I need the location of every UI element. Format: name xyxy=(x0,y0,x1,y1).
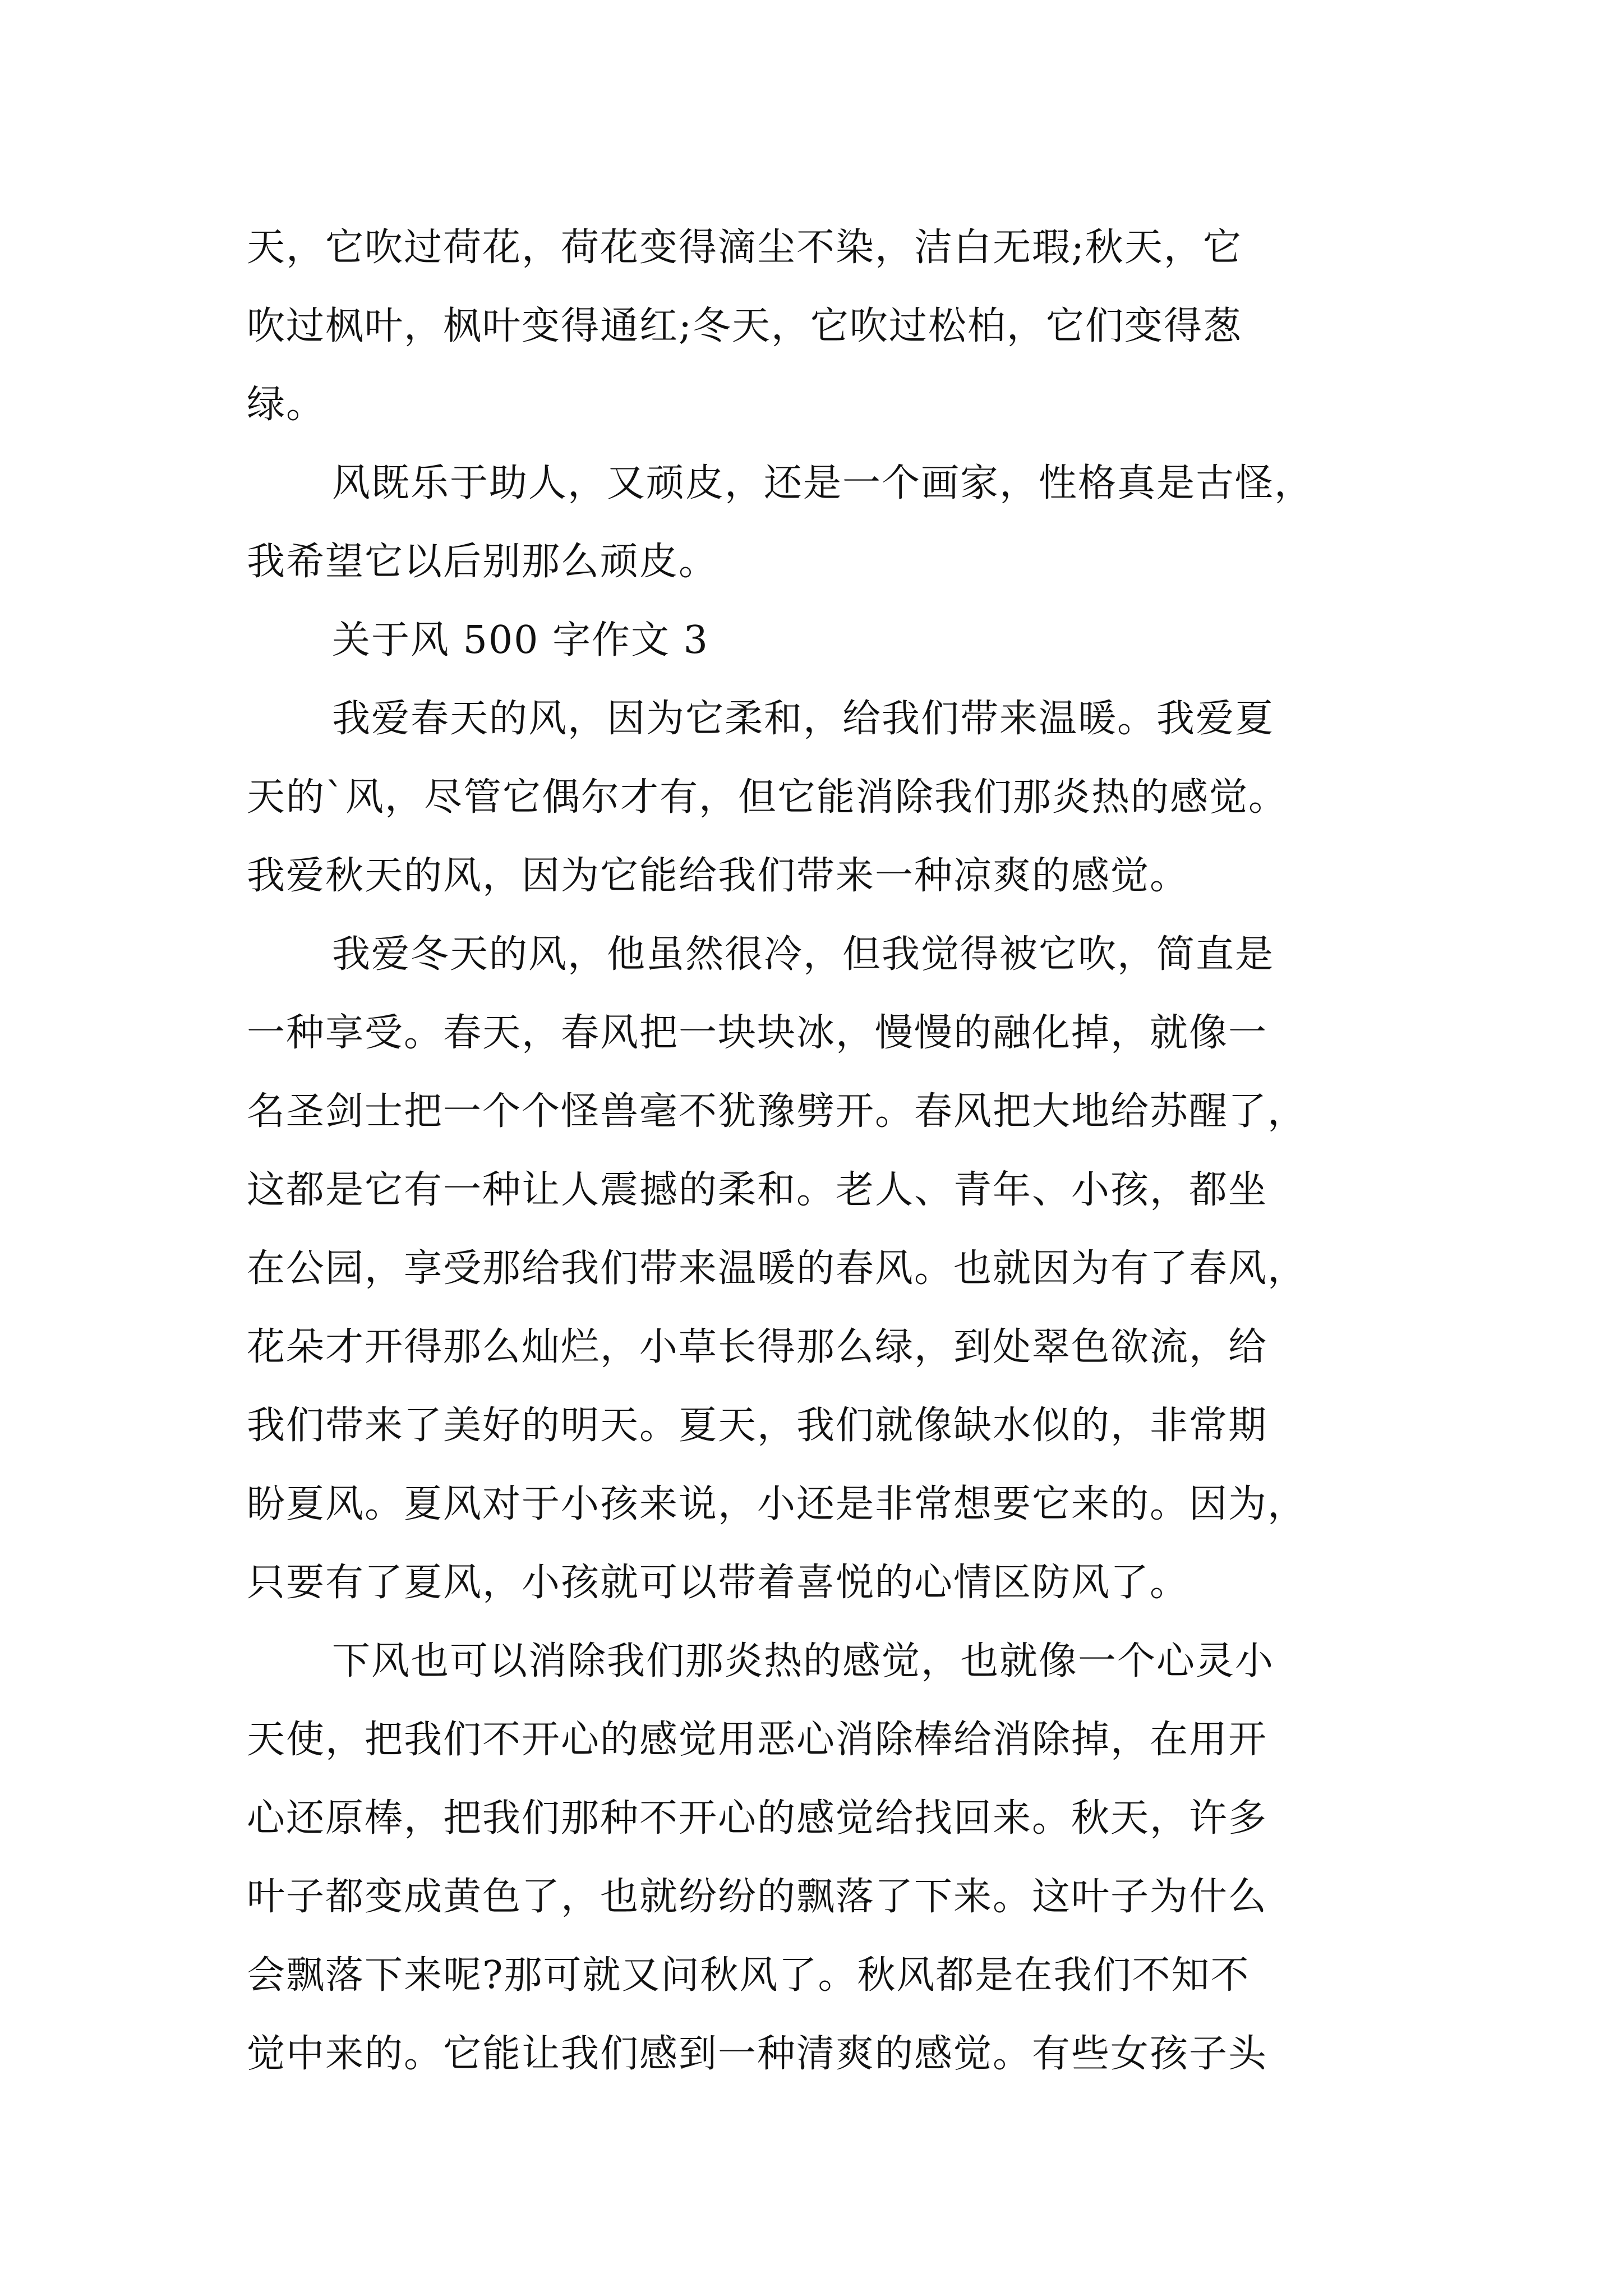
text-line: 天使，把我们不开心的感觉用恶心消除棒给消除掉，在用开 xyxy=(247,1718,1268,1762)
text-line: 我爱春天的风，因为它柔和，给我们带来温暖。我爱夏 xyxy=(332,697,1275,741)
text-line: 盼夏风。夏风对于小孩来说，小还是非常想要它来的。因为， xyxy=(247,1482,1307,1526)
text-line: 会飘落下来呢?那可就又问秋风了。秋风都是在我们不知不 xyxy=(247,1953,1250,1998)
text-line: 我希望它以后别那么顽皮。 xyxy=(247,540,718,584)
text-line: 叶子都变成黄色了，也就纷纷的飘落了下来。这叶子为什么 xyxy=(247,1875,1268,1919)
text-line: 只要有了夏风，小孩就可以带着喜悦的心情区防风了。 xyxy=(247,1561,1189,1605)
section-heading: 关于风 500 字作文 3 xyxy=(332,618,709,662)
text-line: 在公园，享受那给我们带来温暖的春风。也就因为有了春风， xyxy=(247,1246,1307,1291)
text-line: 天的`风，尽管它偶尔才有，但它能消除我们那炎热的感觉。 xyxy=(247,775,1288,820)
document-body xyxy=(247,209,1385,2093)
text-line: 心还原棒，把我们那种不开心的感觉给找回来。秋天，许多 xyxy=(247,1796,1268,1841)
text-line: 觉中来的。它能让我们感到一种清爽的感觉。有些女孩子头 xyxy=(247,2032,1268,2076)
text-line: 我爱冬天的风，他虽然很冷，但我觉得被它吹，简直是 xyxy=(332,932,1275,977)
text-line: 名圣剑士把一个个怪兽毫不犹豫劈开。春风把大地给苏醒了， xyxy=(247,1089,1307,1134)
text-line: 这都是它有一种让人震撼的柔和。老人、青年、小孩，都坐 xyxy=(247,1168,1268,1212)
text-line: 花朵才开得那么灿烂，小草长得那么绿，到处翠色欲流，给 xyxy=(247,1325,1268,1369)
text-line: 下风也可以消除我们那炎热的感觉，也就像一个心灵小 xyxy=(332,1639,1275,1683)
text-line: 天，它吹过荷花，荷花变得滴尘不染，洁白无瑕;秋天，它 xyxy=(247,226,1242,270)
text-line: 我们带来了美好的明天。夏天，我们就像缺水似的，非常期 xyxy=(247,1404,1268,1448)
text-line: 绿。 xyxy=(247,383,326,427)
text-line: 我爱秋天的风，因为它能给我们带来一种凉爽的感觉。 xyxy=(247,854,1189,898)
text-line: 吹过枫叶，枫叶变得通红;冬天，它吹过松柏，它们变得葱 xyxy=(247,304,1242,348)
text-line: 一种享受。春天，春风把一块块冰，慢慢的融化掉，就像一 xyxy=(247,1011,1268,1055)
text-line: 风既乐于助人，又顽皮，还是一个画家，性格真是古怪， xyxy=(332,461,1314,505)
